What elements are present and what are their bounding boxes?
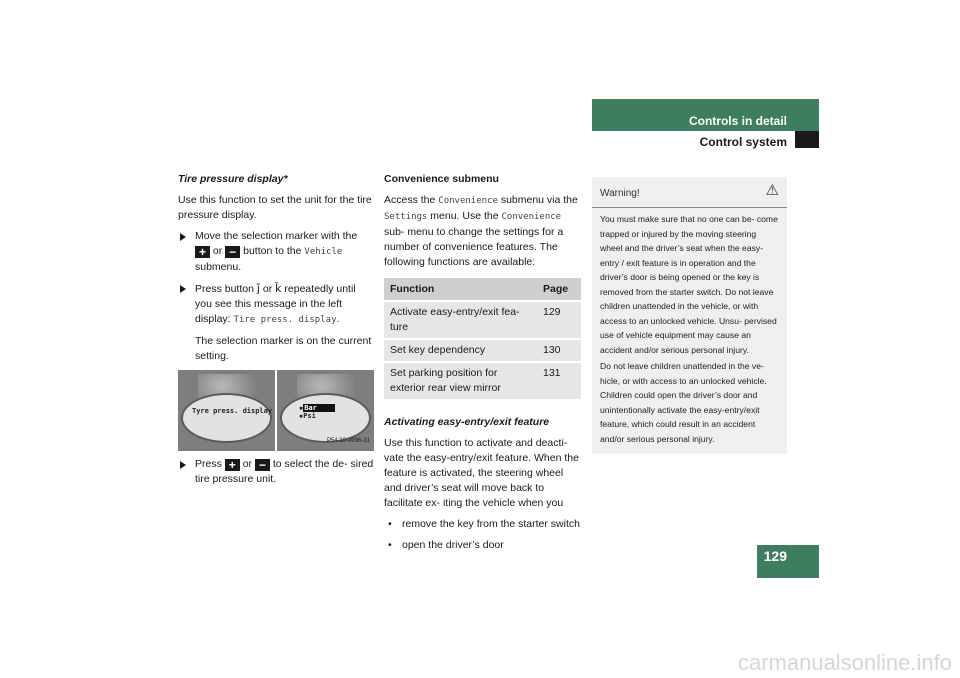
tire-pressure-heading: Tire pressure display* bbox=[178, 173, 288, 185]
right-display bbox=[277, 370, 374, 451]
list-item: • remove the key from the starter switch bbox=[388, 518, 580, 530]
table-cell: Set parking position for exterior rear view mirror bbox=[384, 363, 537, 399]
bullet-icon: • bbox=[388, 539, 392, 551]
display-message: Tyre press. display bbox=[192, 407, 273, 415]
warning-body bbox=[592, 208, 787, 452]
table-row bbox=[384, 363, 581, 399]
easy-entry-heading: Activating easy-entry/exit feature bbox=[384, 416, 550, 428]
convenience-intro: Access the Convenience submenu via the Settings menu. Use the Convenience sub- menu to change the settings for a number of convenience features. The following functions are available: bbox=[384, 194, 578, 268]
step-press-button: Press button ǰ or ǩ repeatedly until you see this message in the left display: Tire press. display. bbox=[178, 281, 374, 328]
function-table bbox=[384, 276, 581, 401]
plus-key-icon: + bbox=[195, 246, 210, 258]
step-arrow-icon bbox=[180, 461, 186, 469]
warning-paragraph: You must make sure that no one can be- come trapped or injured by the moving steering wheel and the driver’s seat when the easy-entry / exit feature is in operation and the driver’s door is being opened or the key is removed from the starter switch. Do not leave children unattended in the vehicle, or with access to an unlocked vehicle. Unsu- pervised use of vehicle equipment may cause an accident and/or serious personal injury. bbox=[600, 214, 778, 355]
table-row bbox=[384, 302, 581, 338]
header-marker bbox=[795, 131, 819, 148]
warning-header bbox=[592, 177, 787, 208]
unit-option-psi: ▪Psi bbox=[299, 412, 316, 420]
warning-paragraph: Do not leave children unattended in the ve- hicle, or with access to an unlocked vehicle. Children could open the driver’s door and unintentionally activate the easy-entry/exit feature, which could result in an accident and/or serious personal injury. bbox=[600, 361, 767, 444]
bullet-icon: • bbox=[388, 518, 392, 530]
easy-entry-description: Use this function to activate and deacti- vate the easy-entry/exit feature. When the feature is activated, the steering wheel and driver’s seat will move back to facilitate ex- iting the vehicle when you bbox=[384, 437, 579, 509]
watermark: carmanualsonline.info bbox=[737, 650, 952, 675]
tire-pressure-intro: Use this function to set the unit for the tire pressure display. bbox=[178, 194, 372, 221]
subsection-title: Control system bbox=[699, 135, 787, 149]
column-convenience bbox=[384, 172, 581, 559]
table-header-row bbox=[384, 278, 581, 300]
step-arrow-icon bbox=[180, 285, 186, 293]
marker-note: The selection marker is on the current setting. bbox=[195, 335, 372, 362]
minus-key-icon: − bbox=[225, 246, 240, 258]
display-photo bbox=[178, 370, 374, 451]
minus-key-icon: − bbox=[255, 459, 270, 471]
column-tire-pressure bbox=[178, 172, 374, 493]
left-display bbox=[178, 370, 275, 451]
section-title: Controls in detail bbox=[688, 114, 787, 128]
arrow-up-icon: ǰ bbox=[256, 282, 260, 295]
section-header-bar bbox=[592, 99, 819, 131]
table-cell: Activate easy-entry/exit fea- ture bbox=[384, 302, 537, 338]
table-cell: 130 bbox=[537, 340, 581, 361]
step-move-marker: Move the selection marker with the + or − button to the Vehicle submenu. bbox=[178, 229, 374, 275]
table-cell: 131 bbox=[537, 363, 581, 399]
table-row bbox=[384, 340, 581, 361]
warning-title: Warning! bbox=[600, 188, 640, 199]
convenience-heading: Convenience submenu bbox=[384, 173, 499, 185]
arrow-down-icon: ǩ bbox=[275, 282, 282, 295]
table-header: Function bbox=[384, 278, 537, 300]
plus-key-icon: + bbox=[225, 459, 240, 471]
figure-reference: P54.30-4996-31 bbox=[326, 438, 370, 444]
unit-option-bar: ▪Bar bbox=[299, 405, 335, 412]
step-select-unit: Press + or − to select the de- sired tire pressure unit. bbox=[178, 457, 374, 487]
warning-triangle-icon: ⚠ bbox=[765, 182, 779, 199]
page-number-box bbox=[757, 545, 819, 578]
warning-box bbox=[592, 177, 787, 454]
step-arrow-icon bbox=[180, 233, 186, 241]
table-cell: Set key dependency bbox=[384, 340, 537, 361]
list-item: • open the driver’s door bbox=[388, 539, 504, 551]
table-cell: 129 bbox=[537, 302, 581, 338]
table-header: Page bbox=[537, 278, 581, 300]
page-number: 129 bbox=[763, 548, 787, 564]
